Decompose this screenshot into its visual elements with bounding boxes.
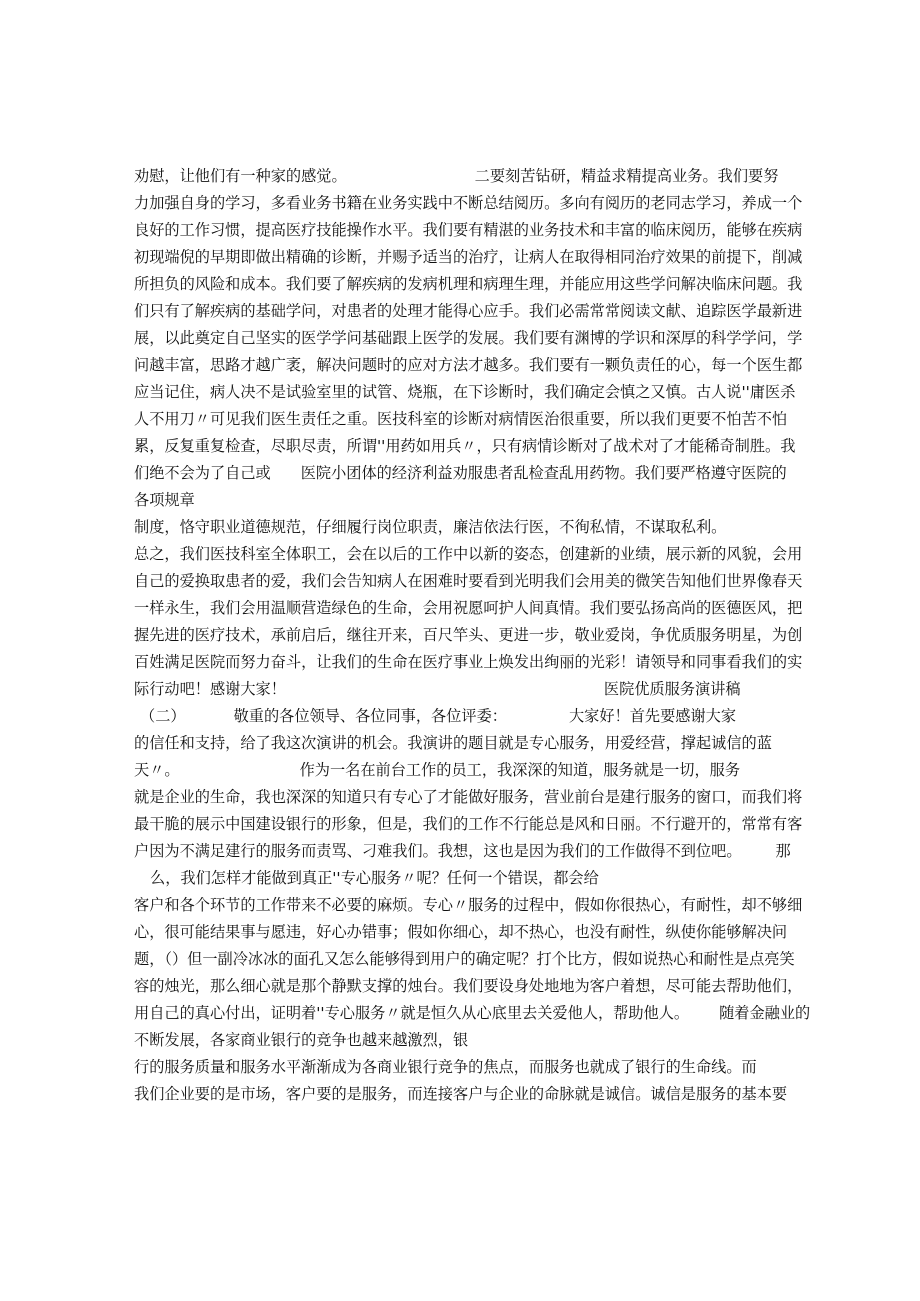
text-segment: 敬重的各位领导、各位同事，各位评委： <box>233 707 507 725</box>
text-segment: 良好的工作习惯，提高医疗技能操作水平。我们要有精湛的业务技术和丰富的临床阅历，能够在疾病 <box>134 221 803 239</box>
text-line-4 <box>134 244 803 271</box>
text-segment: 医院小团体的经济利益劝服患者乱检查乱用药物。我们要严格遵守医院的 <box>300 464 787 482</box>
text-segment: 自己的爱换取患者的爱，我们会告知病人在困难时要看到光明我们会用美的微笑告知他们世界像春天 <box>134 572 803 590</box>
text-line-31 <box>134 973 803 1000</box>
text-line-18 <box>134 622 803 649</box>
text-segment: 么，我们怎样才能做到真正''专心服务〃呢？任何一个错误，都会给 <box>150 869 599 887</box>
text-line-11 <box>134 433 796 460</box>
text-segment: 我们企业要的是市场，客户要的是服务，而连接客户与企业的命脉就是诚信。诚信是服务的基本要 <box>134 1085 788 1103</box>
text-line-23 <box>134 757 786 784</box>
text-line-25 <box>134 811 803 838</box>
text-line-2 <box>134 190 803 217</box>
text-line-35 <box>134 1081 786 1108</box>
text-segment: 问越丰富，思路才越广袤，解决问题时的应对方法才越多。我们要有一颗负责任的心，每一个医生都 <box>134 356 803 374</box>
text-segment: 总之，我们医技科室全体职工，会在以后的工作中以新的姿态，创建新的业绩，展示新的风貌，会用 <box>134 545 803 563</box>
text-segment: 心，很可能结果事与愿违，好心办错事；假如你细心，却不热心，也没有耐性，纵使你能够解决问 <box>134 923 788 941</box>
text-segment: 一样永生，我们会用温顺营造绿色的生命，会用祝愿呵护人间真情。我们要弘扬高尚的医德医风，把 <box>134 599 803 617</box>
text-line-22 <box>134 730 786 757</box>
text-line-14 <box>134 514 786 541</box>
text-segment: 人不用刀〃可见我们医生责任之重。医技科室的诊断对病情医治很重要，所以我们更要不怕苦不怕 <box>134 410 788 428</box>
text-segment: 作为一名在前台工作的员工，我深深的知道，服务就是一切，服务 <box>299 761 740 779</box>
text-line-9 <box>134 379 796 406</box>
document-subtitle: 医院优质服务演讲稿 <box>603 680 741 698</box>
text-segment: 握先进的医疗技术，承前启后，继往开来，百尺竿头、更进一步，敬业爱岗，争优质服务明星，为创 <box>134 626 803 644</box>
text-segment: 题，（）但一副冷冰冰的面孔又怎么能够得到用户的确定呢？打个比方，假如说热心和耐性是点亮笑 <box>134 950 795 968</box>
text-segment: 容的烛光，那么细心就是那个静默支撑的烛台。我们要设身处地地为客户着想，尽可能去帮助他们， <box>134 977 803 995</box>
text-line-28 <box>134 892 803 919</box>
text-line-3 <box>134 217 803 244</box>
text-line-19 <box>134 649 803 676</box>
text-segment: 户因为不满足建行的服务而责骂、刁难我们。我想，这也是因为我们的工作做得不到位吧。 <box>134 842 742 860</box>
text-segment: 制度，恪守职业道德规范，仔细履行岗位职责，廉洁依法行医，不徇私情，不谋取私利。 <box>134 518 727 536</box>
text-line-17 <box>134 595 803 622</box>
text-segment: 那 <box>775 842 791 860</box>
text-line-29 <box>134 919 786 946</box>
text-line-34 <box>134 1054 786 1081</box>
text-line-24 <box>134 784 803 811</box>
text-segment: 劝慰，让他们有一种家的感觉。 <box>134 167 347 185</box>
text-segment: 百姓满足医院而努力奋斗，让我们的生命在医疗事业上焕发出绚丽的光彩！请领导和同事看我们的实 <box>134 653 803 671</box>
text-segment: 各项规章 <box>134 491 195 509</box>
text-segment: 客户和各个环节的工作带来不必要的麻烦。专心〃服务的过程中，假如你很热心，有耐性，却不够细 <box>134 896 803 914</box>
text-segment: 的信任和支持，给了我这次演讲的机会。我演讲的题目就是专心服务，用爱经营，撑起诚信的蓝 <box>134 734 772 752</box>
text-segment: 所担负的风险和成本。我们要了解疾病的发病机理和病理生理，并能应用这些学问解决临床问题。我 <box>134 275 803 293</box>
text-line-5 <box>134 271 803 298</box>
text-segment: 们只有了解疾病的基础学问，对患者的处理才能得心应手。我们必需常常阅读文献、追踪医学最新进 <box>134 302 803 320</box>
text-segment: 际行动吧！感谢大家！ <box>134 680 286 698</box>
text-segment: 不断发展，各家商业银行的竞争也越来越激烈，银 <box>134 1031 469 1049</box>
text-segment: 大家好！首先要感谢大家 <box>568 707 736 725</box>
text-segment: 就是企业的生命，我也深深的知道只有专心了才能做好服务，营业前台是建行服务的窗口，而我们将 <box>134 788 803 806</box>
text-line-13 <box>134 487 786 514</box>
text-segment: 展，以此奠定自己坚实的医学学问基础跟上医学的发展。我们要有渊博的学识和深厚的科学学问，学 <box>134 329 803 347</box>
text-line-16 <box>134 568 803 595</box>
text-line-8 <box>134 352 803 379</box>
text-segment: 初现端倪的早期即做出精确的诊断，并赐予适当的治疗，让病人在取得相同治疗效果的前提下，削减 <box>134 248 803 266</box>
text-segment: 最干脆的展示中国建设银行的形象，但是，我们的工作不行能总是风和日丽。不行避开的，常常有客 <box>134 815 803 833</box>
text-line-33 <box>134 1027 786 1054</box>
text-line-7 <box>134 325 803 352</box>
text-segment: 们绝不会为了自己或 <box>134 464 271 482</box>
text-segment: （二） <box>140 707 186 725</box>
text-segment: 力加强自身的学习，多看业务书籍在业务实践中不断总结阅历。多向有阅历的老同志学习，养成一个 <box>134 194 803 212</box>
text-line-26 <box>134 838 791 865</box>
text-line-15 <box>134 541 803 568</box>
text-segment: 天〃。 <box>134 761 180 779</box>
text-line-6 <box>134 298 803 325</box>
body-text <box>134 163 811 1108</box>
text-line-10 <box>134 406 786 433</box>
text-line-32 <box>134 1000 811 1027</box>
text-segment: 随着金融业的 <box>719 1004 811 1022</box>
text-segment: 累，反复重复检查，尽职尽责，所谓''用药如用兵〃，只有病情诊断对了战术对了才能稀奇制胜。我 <box>134 437 796 455</box>
text-segment: 行的服务质量和服务水平渐渐成为各商业银行竞争的焦点，而服务也就成了银行的生命线。而 <box>134 1058 757 1076</box>
text-segment: 应当记住，病人决不是试验室里的试管、烧瓶，在下诊断时，我们确定会慎之又慎。古人说''庸医杀 <box>134 383 796 401</box>
text-segment: 二要刻苦钻研，精益求精提高业务。我们要努 <box>474 167 779 185</box>
text-line-27 <box>134 865 786 892</box>
text-segment: 用自己的真心付出，证明着''专心服务〃就是恒久从心底里去关爱他人，帮助他人。 <box>134 1004 690 1022</box>
text-line-20 <box>134 676 786 703</box>
text-line-12 <box>134 460 786 487</box>
text-line-1 <box>134 163 786 190</box>
text-line-21 <box>134 703 786 730</box>
text-line-30 <box>134 946 795 973</box>
